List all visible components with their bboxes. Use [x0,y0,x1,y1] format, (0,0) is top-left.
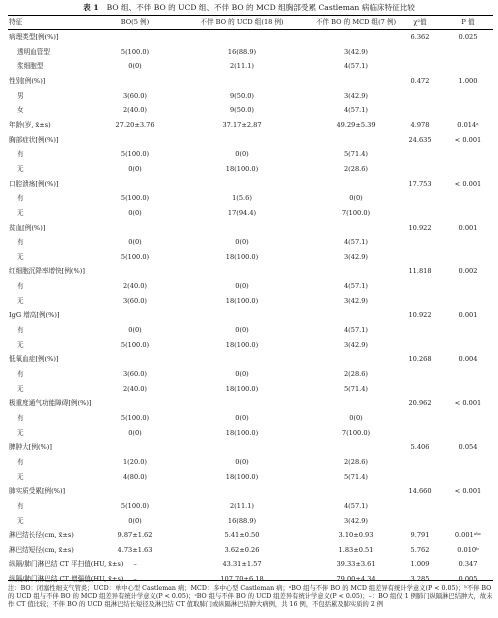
cell-chi-square: 10.268 [408,355,432,364]
row-label: 无 [17,164,24,173]
row-label: 有 [17,501,24,510]
row-label: 有 [17,194,24,203]
cell-p-value: < 0.001 [454,179,482,188]
cell-ucd: 3.62±0.26 [224,545,260,554]
cell-bo: 5(100.0) [120,340,150,349]
row-label: 无 [17,252,24,261]
cell-mcd: 4(57.1) [343,326,369,334]
cell-bo: 0(0) [128,208,142,217]
cell-bo: 0(0) [128,428,142,437]
cell-ucd: 18(100.0) [225,428,259,437]
cell-ucd: 43.31±1.57 [222,560,262,569]
cell-ucd: 0(0) [235,413,249,422]
cell-bo: 5(100.0) [120,252,150,261]
row-label: 性别[例(%)] [9,77,46,85]
row-label: 淋巴结长径(cm, x̄±s) [9,531,74,540]
cell-bo: 0(0) [128,164,142,173]
cell-chi-square: 20.962 [408,399,432,408]
cell-bo: 5(100.0) [120,150,150,159]
cell-mcd: 49.29±5.39 [336,120,376,129]
cell-ucd: 17(94.4) [227,208,257,217]
row-label: IgG 增高[例(%)] [9,311,60,320]
cell-bo: 0(0) [128,238,142,247]
cell-mcd: 3.10±0.93 [338,531,374,540]
cell-p-value: 0.002 [458,267,478,276]
cell-bo: 5(100.0) [120,47,150,56]
cell-p-value: 0.014ᵃ [457,120,479,129]
cell-mcd: 3(42.9) [343,516,369,525]
cell-chi-square: 10.922 [408,223,432,232]
row-label: 口腔溃疡[例(%)] [9,179,59,188]
cell-p-value: < 0.001 [454,399,482,408]
cell-mcd: 1.83±0.51 [338,545,374,554]
table-footnote: 注：BO：闭塞性细支气管炎；UCD：单中心型 Castleman 病；MCD：多中心型 Castleman 病；ᵃBO 组与不伴 BO 的 MCD 组差异有统计学意义(P < 0.05)；ᵇ不伴 BO 的 UCD 组与不伴 BO 的 MCD 组差异有统计学意义(P < 0.05)；ᶜBO 组与不伴 BO 的 UCD 组差异有统计学意义(P < 0.05)；–：BO 组仅 1 例肺门纵隔淋巴结肿大，故未作 CT 值比较；不伴 BO 的 UCD 组淋巴结长短径及淋巴结 CT 值取肺门或纵隔淋巴结肿大病例，共 16 例，不包括累及肺实质的 2 例 [8,585,493,609]
cell-bo: 1(20.0) [122,457,148,466]
cell-mcd: 5(71.4) [343,384,369,393]
cell-ucd: 18(100.0) [225,164,259,173]
cell-ucd: 2(11.1) [229,62,255,71]
row-label: 有 [17,282,24,291]
cell-bo: 2(40.0) [122,106,148,115]
cell-p-value: 1.000 [458,77,478,85]
cell-bo: 2(40.0) [122,384,148,393]
cell-chi-square: 14.660 [408,487,432,496]
cell-mcd: 5(71.4) [343,472,369,481]
table-header-rule [8,29,493,30]
cell-bo: 5(100.0) [120,194,150,203]
cell-p-value: 0.001 [458,311,478,320]
cell-ucd: 9(50.0) [229,91,255,100]
cell-chi-square: 0.472 [410,77,430,85]
cell-p-value: 0.054 [458,443,478,452]
cell-mcd: 3(42.9) [343,296,369,305]
row-label: 浆细胞型 [17,62,44,71]
cell-p-value: 0.004 [458,355,478,364]
header-cell-mcd: 不伴 BO 的 MCD 组(7 例) [315,18,397,26]
cell-mcd: 3(42.9) [343,252,369,261]
row-label: 男 [17,91,24,100]
row-label: 纵隔/肺门淋巴结 CT 增强值(HU, x̄±s) [9,575,124,584]
table-bottom-rule [8,580,493,581]
cell-mcd: 3(42.9) [343,47,369,56]
cell-mcd: 3(42.9) [343,340,369,349]
cell-bo: 5(100.0) [120,413,150,422]
row-label: 年龄(岁, x̄±s) [9,120,51,129]
cell-mcd: 3(42.9) [343,91,369,100]
header-cell-bo: BO(5 例) [120,18,150,26]
row-label: 红细胞沉降率增快[例(%)] [9,267,85,276]
cell-bo: – [133,560,137,569]
cell-p-value: 0.005 [458,575,478,584]
header-cell-feature: 特征 [9,18,23,26]
cell-bo: 0(0) [128,516,142,525]
cell-ucd: 0(0) [235,238,249,247]
cell-bo: – [133,575,137,584]
cell-p-value: < 0.001 [454,487,482,496]
cell-chi-square: 5.762 [410,545,430,554]
table-title: BO 组、不伴 BO 的 UCD 组、不伴 BO 的 MCD 组胸部受累 Castleman 病临床特征比较 [106,3,415,12]
row-label: 病理类型[例(%)] [9,33,59,41]
cell-bo: 4(80.0) [122,472,148,481]
cell-p-value: 0.001 [458,223,478,232]
cell-ucd: 18(100.0) [225,296,259,305]
cell-ucd: 18(100.0) [225,252,259,261]
cell-chi-square: 4.978 [410,120,430,129]
cell-mcd: 4(57.1) [343,282,369,291]
cell-ucd: 0(0) [235,282,249,291]
row-label: 无 [17,208,24,217]
cell-mcd: 4(57.1) [343,501,369,510]
cell-chi-square: 3.285 [410,575,430,584]
cell-ucd: 18(100.0) [225,340,259,349]
row-label: 极重度通气功能障碍[例(%)] [9,399,92,408]
row-label: 有 [17,369,24,378]
header-cell-p-value: P 值 [461,18,475,26]
row-label: 无 [17,340,24,349]
row-label: 无 [17,428,24,437]
cell-bo: 3(60.0) [122,369,148,378]
row-label: 无 [17,384,24,393]
cell-ucd: 16(88.9) [227,47,257,56]
row-label: 无 [17,516,24,525]
cell-chi-square: 24.635 [408,135,432,144]
row-label: 低氧血症[例(%)] [9,355,59,364]
cell-mcd: 5(71.4) [343,150,369,159]
cell-chi-square: 10.922 [408,311,432,320]
cell-ucd: 2(11.1) [229,501,255,510]
cell-mcd: 4(57.1) [343,238,369,247]
cell-chi-square: 11.818 [408,267,432,276]
row-label: 透明血管型 [17,47,50,56]
cell-ucd: 37.17±2.87 [222,120,262,129]
row-label: 脾肿大[例(%)] [9,443,52,452]
cell-p-value: < 0.001 [454,135,482,144]
cell-mcd: 2(28.6) [343,369,369,378]
row-label: 有 [17,413,24,422]
table-top-rule [8,15,493,16]
cell-bo: 3(60.0) [122,91,148,100]
cell-p-value: 0.010ᵇ [457,545,479,554]
cell-bo: 0(0) [128,326,142,334]
cell-chi-square: 17.753 [408,179,432,188]
cell-chi-square: 5.406 [410,443,430,452]
cell-p-value: 0.001ᵃᵇᶜ [454,531,482,540]
table-number: 表 1 [83,3,99,12]
cell-bo: 2(40.0) [122,282,148,291]
cell-ucd: 0(0) [235,369,249,378]
cell-chi-square: 6.362 [410,33,430,41]
cell-bo: 5(100.0) [120,501,150,510]
cell-mcd: 4(57.1) [343,62,369,71]
cell-mcd: 7(100.0) [341,428,371,437]
table-caption [0,3,498,13]
header-cell-chi-square: χ²值 [413,18,427,26]
cell-bo: 0(0) [128,62,142,71]
cell-bo: 3(60.0) [122,296,148,305]
cell-ucd: 18(100.0) [225,472,259,481]
row-label: 胸部症状[例(%)] [9,135,59,144]
cell-p-value: 0.347 [458,560,478,569]
cell-ucd: 9(50.0) [229,106,255,115]
row-label: 肺实质受累[例(%)] [9,487,66,496]
cell-bo: 4.73±1.63 [117,545,153,554]
cell-chi-square: 1.009 [410,560,430,569]
row-label: 贫血[例(%)] [9,223,46,232]
row-label: 无 [17,296,24,305]
cell-bo: 9.87±1.62 [117,531,153,540]
row-label: 有 [17,238,24,247]
cell-mcd: 0(0) [349,413,363,422]
cell-ucd: 0(0) [235,326,249,334]
cell-mcd: 7(100.0) [341,208,371,217]
row-label: 女 [17,106,24,115]
row-label: 有 [17,457,24,466]
cell-mcd: 4(57.1) [343,106,369,115]
cell-ucd: 1(5.6) [232,194,252,203]
cell-ucd: 5.41±0.50 [224,531,260,540]
cell-ucd: 18(100.0) [225,384,259,393]
row-label: 有 [17,150,24,159]
cell-mcd: 2(28.6) [343,164,369,173]
cell-bo: 27.20±3.76 [115,120,155,129]
cell-chi-square: 9.791 [410,531,430,540]
cell-ucd: 16(88.9) [227,516,257,525]
cell-ucd: 107.70±6.18 [220,575,264,584]
cell-ucd: 0(0) [235,150,249,159]
cell-p-value: 0.025 [458,33,478,41]
row-label: 有 [17,326,24,334]
cell-mcd: 2(28.6) [343,457,369,466]
row-label: 无 [17,472,24,481]
cell-mcd: 79.00±4.34 [336,575,376,584]
row-label: 纵隔/肺门淋巴结 CT 平扫值(HU, x̄±s) [9,560,124,569]
header-cell-ucd: 不伴 BO 的 UCD 组(18 例) [200,18,284,26]
cell-ucd: 0(0) [235,457,249,466]
row-label: 淋巴结短径(cm, x̄±s) [9,545,74,554]
cell-mcd: 39.33±3.61 [336,560,376,569]
cell-mcd: 0(0) [349,194,363,203]
